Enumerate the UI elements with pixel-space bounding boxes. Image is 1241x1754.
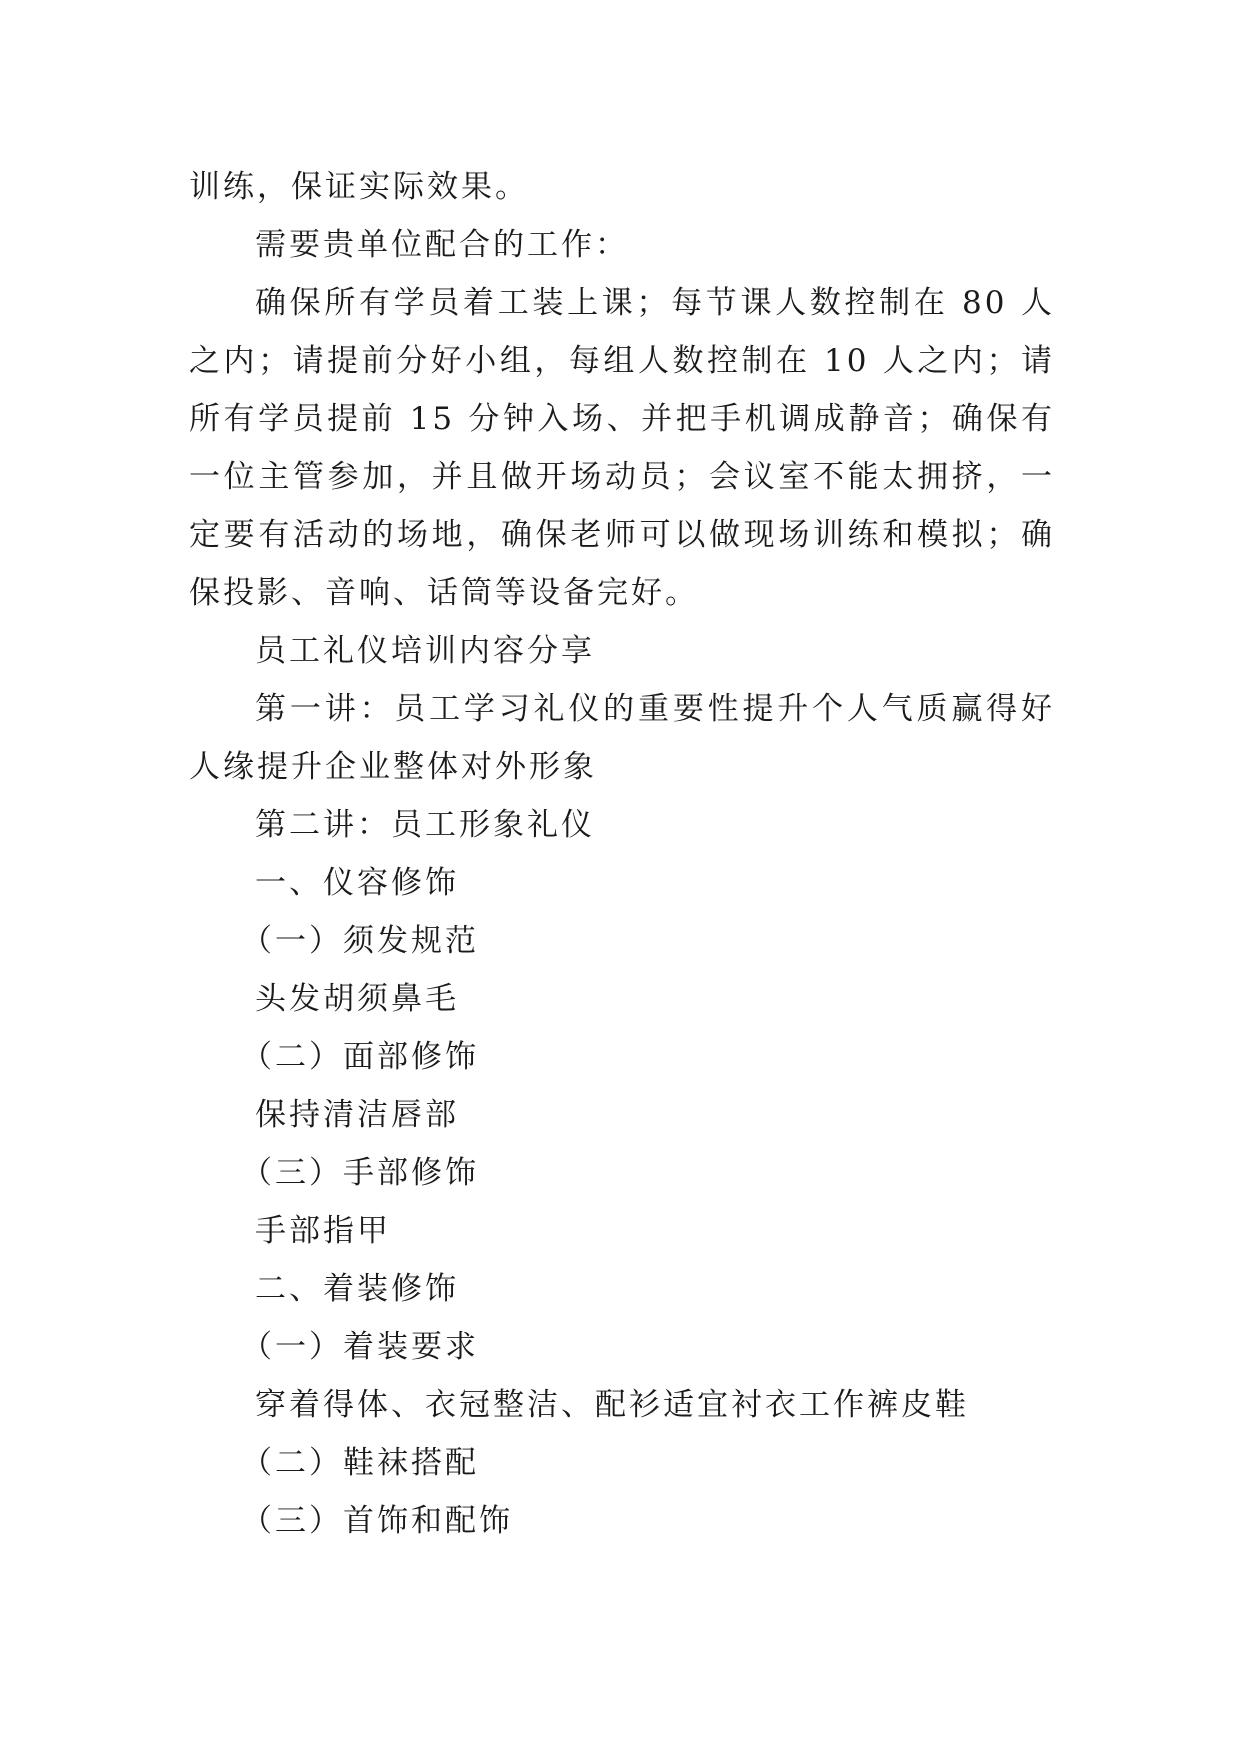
- subsection-shoes-socks: （二）鞋袜搭配: [241, 1445, 479, 1481]
- subsection-hands-text: 手部指甲: [255, 1213, 391, 1249]
- section-heading-grooming: 一、仪容修饰: [255, 865, 459, 901]
- intro-line: 训练，保证实际效果。: [189, 169, 529, 205]
- lecture-one: 第一讲：员工学习礼仪的重要性提升个人气质赢得好人缘提升企业整体对外形象: [189, 691, 1055, 785]
- subsection-attire-requirements-text: 穿着得体、衣冠整洁、配衫适宜衬衣工作裤皮鞋: [255, 1387, 969, 1423]
- coop-heading: 需要贵单位配合的工作：: [255, 227, 629, 263]
- subsection-hands: （三）手部修饰: [241, 1155, 479, 1191]
- section-heading-attire: 二、着装修饰: [255, 1271, 459, 1307]
- subsection-attire-requirements: （一）着装要求: [241, 1329, 479, 1365]
- subsection-hair: （一）须发规范: [241, 923, 479, 959]
- subsection-face: （二）面部修饰: [241, 1039, 479, 1075]
- subsection-accessories: （三）首饰和配饰: [241, 1503, 513, 1539]
- lecture-two: 第二讲：员工形象礼仪: [255, 807, 595, 843]
- subsection-hair-text: 头发胡须鼻毛: [255, 981, 459, 1017]
- share-title: 员工礼仪培训内容分享: [255, 633, 595, 669]
- coop-paragraph: 确保所有学员着工装上课；每节课人数控制在 80 人之内；请提前分好小组，每组人数控制在 10 人之内；请所有学员提前 15 分钟入场、并把手机调成静音；确保有一位主管参加，并且做开场动员；会议室不能太拥挤，一定要有活动的场地，确保老师可以做现场训练和模拟；确保投影、音响、话筒等设备完好。: [189, 285, 1055, 611]
- document-body: [189, 158, 1055, 1550]
- subsection-face-text: 保持清洁唇部: [255, 1097, 459, 1133]
